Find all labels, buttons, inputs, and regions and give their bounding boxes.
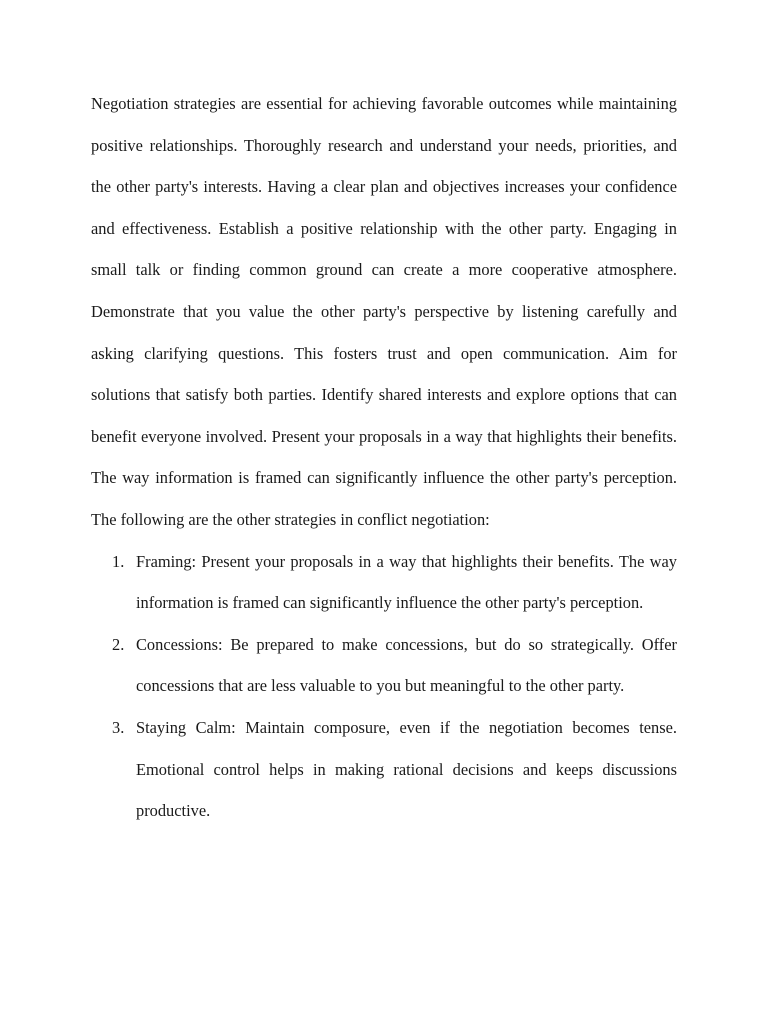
strategy-list xyxy=(91,541,677,832)
list-item xyxy=(91,624,677,707)
list-item-text: Staying Calm: Maintain composure, even if the negotiation becomes tense. Emotional control helps in making rational decisions and keeps discussions productive. xyxy=(136,717,677,821)
list-item-number: 3. xyxy=(112,717,125,737)
list-item xyxy=(91,541,677,624)
list-item-text: Framing: Present your proposals in a way that highlights their benefits. The way information is framed can significantly influence the other party's perception. xyxy=(136,551,677,613)
document-body xyxy=(91,83,677,832)
list-item-number: 1. xyxy=(112,551,125,571)
intro-paragraph: Negotiation strategies are essential for achieving favorable outcomes while maintaining positive relationships. Thoroughly research and understand your needs, priorities, and the other party's interests. Having a clear plan and objectives increases your confidence and effectiveness. Establish a positive relationship with the other party. Engaging in small talk or finding common ground can create a more cooperative atmosphere. Demonstrate that you value the other party's perspective by listening carefully and asking clarifying questions. This fosters trust and open communication. Aim for solutions that satisfy both parties. Identify shared interests and explore options that can benefit everyone involved. Present your proposals in a way that highlights their benefits. The way information is framed can significantly influence the other party's perception. The following are the other strategies in conflict negotiation: xyxy=(91,94,677,529)
list-item xyxy=(91,707,677,832)
list-item-text: Concessions: Be prepared to make concessions, but do so strategically. Offer concessions that are less valuable to you but meaningful to the other party. xyxy=(136,634,677,696)
list-item-number: 2. xyxy=(112,634,125,654)
